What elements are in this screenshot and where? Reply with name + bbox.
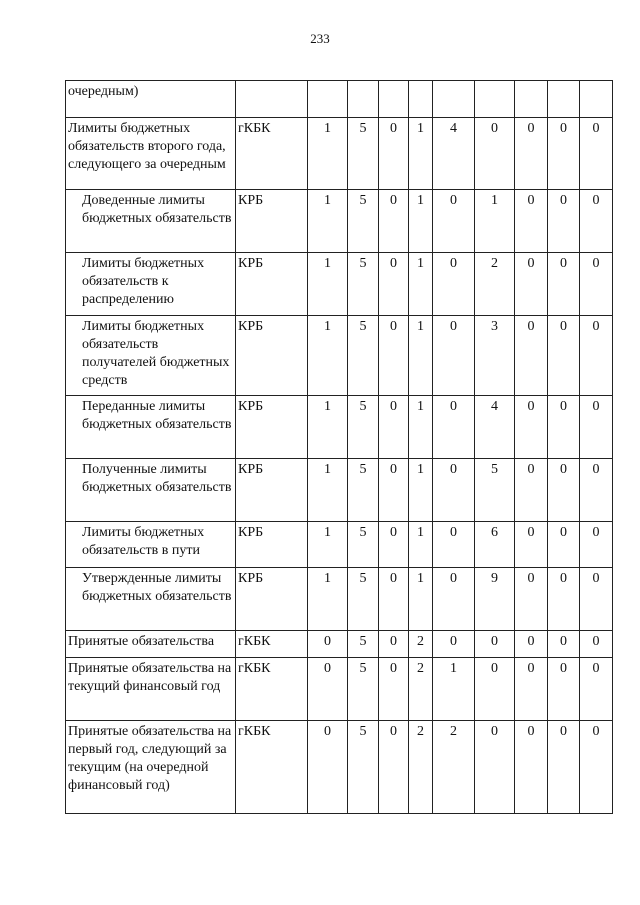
- account-digit-cell: 3: [475, 316, 515, 396]
- account-digit-cell: 4: [433, 118, 475, 190]
- account-digit-cell: 0: [433, 631, 475, 658]
- account-digit-cell: 0: [515, 721, 548, 814]
- account-digit-cell: 5: [348, 118, 379, 190]
- account-digit-cell: 0: [580, 396, 613, 459]
- account-digit-cell: 0: [580, 568, 613, 631]
- account-digit-cell: 0: [475, 118, 515, 190]
- account-digit-cell: 1: [308, 459, 348, 522]
- account-digit-cell: 5: [348, 568, 379, 631]
- account-digit-cell: 0: [548, 316, 580, 396]
- table-row: [66, 118, 613, 190]
- account-digit-cell: 0: [379, 118, 409, 190]
- account-digit-cell: 1: [409, 253, 433, 316]
- account-digit-cell: 0: [515, 658, 548, 721]
- account-digit-cell: 0: [515, 568, 548, 631]
- account-name-cell: Принятые обязательства: [66, 631, 236, 658]
- classifier-code-cell: КРБ: [236, 253, 308, 316]
- account-name-cell: Утвержденные лимиты бюджетных обязательств: [66, 568, 236, 631]
- account-digit-cell: 0: [548, 721, 580, 814]
- account-digit-cell: 0: [515, 316, 548, 396]
- account-digit-cell: 0: [379, 396, 409, 459]
- account-digit-cell: 0: [475, 658, 515, 721]
- account-digit-cell: 5: [348, 253, 379, 316]
- account-digit-cell: [548, 81, 580, 118]
- account-digit-cell: 0: [580, 522, 613, 568]
- account-digit-cell: 0: [475, 721, 515, 814]
- account-digit-cell: 1: [308, 190, 348, 253]
- account-digit-cell: 0: [548, 568, 580, 631]
- account-name-cell: Полученные лимиты бюджетных обязательств: [66, 459, 236, 522]
- account-digit-cell: 0: [548, 631, 580, 658]
- account-digit-cell: 5: [475, 459, 515, 522]
- account-digit-cell: 0: [515, 253, 548, 316]
- account-digit-cell: 1: [409, 568, 433, 631]
- account-digit-cell: [433, 81, 475, 118]
- account-digit-cell: 1: [409, 459, 433, 522]
- account-name-cell: Лимиты бюджетных обязательств второго года, следующего за очередным: [66, 118, 236, 190]
- classifier-code-cell: КРБ: [236, 568, 308, 631]
- classifier-code-cell: КРБ: [236, 316, 308, 396]
- account-digit-cell: 0: [379, 658, 409, 721]
- account-digit-cell: [348, 81, 379, 118]
- account-name-cell: очередным): [66, 81, 236, 118]
- classifier-code-cell: гКБК: [236, 631, 308, 658]
- table-row: [66, 631, 613, 658]
- classifier-code-cell: КРБ: [236, 459, 308, 522]
- account-digit-cell: 0: [548, 253, 580, 316]
- account-digit-cell: 0: [433, 190, 475, 253]
- account-digit-cell: 0: [433, 459, 475, 522]
- account-digit-cell: [475, 81, 515, 118]
- account-name-cell: Лимиты бюджетных обязательств к распределению: [66, 253, 236, 316]
- classifier-code-cell: гКБК: [236, 721, 308, 814]
- account-digit-cell: [580, 81, 613, 118]
- account-digit-cell: 0: [580, 721, 613, 814]
- account-digit-cell: 0: [433, 522, 475, 568]
- account-digit-cell: 0: [308, 658, 348, 721]
- account-digit-cell: 2: [409, 721, 433, 814]
- account-digit-cell: 0: [548, 522, 580, 568]
- account-digit-cell: 0: [515, 396, 548, 459]
- account-digit-cell: 0: [433, 253, 475, 316]
- account-digit-cell: 0: [548, 190, 580, 253]
- account-digit-cell: [308, 81, 348, 118]
- table-row: [66, 459, 613, 522]
- account-digit-cell: 5: [348, 522, 379, 568]
- table-row: [66, 658, 613, 721]
- account-digit-cell: 0: [379, 253, 409, 316]
- table-row: [66, 81, 613, 118]
- classifier-code-cell: гКБК: [236, 658, 308, 721]
- account-digit-cell: 0: [515, 459, 548, 522]
- account-digit-cell: 0: [433, 316, 475, 396]
- account-digit-cell: 0: [433, 396, 475, 459]
- account-digit-cell: 2: [409, 631, 433, 658]
- account-digit-cell: 1: [308, 396, 348, 459]
- account-name-cell: Доведенные лимиты бюджетных обязательств: [66, 190, 236, 253]
- account-digit-cell: 0: [580, 118, 613, 190]
- account-digit-cell: 5: [348, 721, 379, 814]
- account-digit-cell: 2: [409, 658, 433, 721]
- account-digit-cell: 0: [580, 316, 613, 396]
- classifier-code-cell: КРБ: [236, 396, 308, 459]
- account-digit-cell: 1: [409, 396, 433, 459]
- account-digit-cell: 1: [475, 190, 515, 253]
- table-row: [66, 522, 613, 568]
- account-digit-cell: 0: [548, 118, 580, 190]
- classifier-code-cell: КРБ: [236, 522, 308, 568]
- account-digit-cell: 0: [548, 459, 580, 522]
- account-digit-cell: 0: [475, 631, 515, 658]
- table-body: [66, 81, 613, 814]
- account-digit-cell: 1: [308, 253, 348, 316]
- table-row: [66, 316, 613, 396]
- account-digit-cell: 9: [475, 568, 515, 631]
- account-digit-cell: 0: [580, 190, 613, 253]
- account-name-cell: Принятые обязательства на текущий финансовый год: [66, 658, 236, 721]
- account-digit-cell: 5: [348, 396, 379, 459]
- account-digit-cell: 0: [515, 522, 548, 568]
- account-digit-cell: 0: [580, 459, 613, 522]
- account-digit-cell: 0: [379, 316, 409, 396]
- classifier-code-cell: [236, 81, 308, 118]
- account-digit-cell: 0: [515, 190, 548, 253]
- account-digit-cell: 0: [580, 253, 613, 316]
- account-digit-cell: 0: [379, 522, 409, 568]
- account-digit-cell: 1: [308, 118, 348, 190]
- account-digit-cell: 1: [409, 522, 433, 568]
- account-digit-cell: 0: [433, 568, 475, 631]
- account-digit-cell: 1: [433, 658, 475, 721]
- account-digit-cell: 6: [475, 522, 515, 568]
- table-row: [66, 568, 613, 631]
- table-row: [66, 396, 613, 459]
- account-digit-cell: 1: [409, 316, 433, 396]
- account-digit-cell: 0: [580, 658, 613, 721]
- account-digit-cell: 0: [548, 658, 580, 721]
- account-digit-cell: 0: [379, 459, 409, 522]
- page-number: 233: [310, 31, 330, 46]
- account-codes-table: [65, 80, 613, 814]
- account-digit-cell: [515, 81, 548, 118]
- account-digit-cell: [379, 81, 409, 118]
- account-digit-cell: 5: [348, 459, 379, 522]
- account-digit-cell: 0: [379, 568, 409, 631]
- account-name-cell: Лимиты бюджетных обязательств в пути: [66, 522, 236, 568]
- account-digit-cell: 5: [348, 190, 379, 253]
- account-digit-cell: 0: [548, 396, 580, 459]
- account-name-cell: Лимиты бюджетных обязательств получателей бюджетных средств: [66, 316, 236, 396]
- account-digit-cell: 1: [308, 316, 348, 396]
- account-name-cell: Переданные лимиты бюджетных обязательств: [66, 396, 236, 459]
- account-digit-cell: 0: [580, 631, 613, 658]
- table-row: [66, 253, 613, 316]
- account-digit-cell: 2: [475, 253, 515, 316]
- account-digit-cell: 0: [515, 631, 548, 658]
- account-digit-cell: 1: [308, 568, 348, 631]
- account-digit-cell: 4: [475, 396, 515, 459]
- account-digit-cell: 0: [379, 190, 409, 253]
- account-digit-cell: 5: [348, 658, 379, 721]
- account-digit-cell: 0: [379, 631, 409, 658]
- account-digit-cell: 1: [409, 190, 433, 253]
- account-digit-cell: 1: [308, 522, 348, 568]
- account-digit-cell: 5: [348, 316, 379, 396]
- account-digit-cell: 2: [433, 721, 475, 814]
- table-row: [66, 721, 613, 814]
- classifier-code-cell: гКБК: [236, 118, 308, 190]
- table-row: [66, 190, 613, 253]
- account-name-cell: Принятые обязательства на первый год, следующий за текущим (на очередной финансовый год): [66, 721, 236, 814]
- account-digit-cell: 5: [348, 631, 379, 658]
- account-digit-cell: 0: [515, 118, 548, 190]
- account-digit-cell: 0: [379, 721, 409, 814]
- account-digit-cell: [409, 81, 433, 118]
- account-digit-cell: 1: [409, 118, 433, 190]
- classifier-code-cell: КРБ: [236, 190, 308, 253]
- account-digit-cell: 0: [308, 631, 348, 658]
- account-digit-cell: 0: [308, 721, 348, 814]
